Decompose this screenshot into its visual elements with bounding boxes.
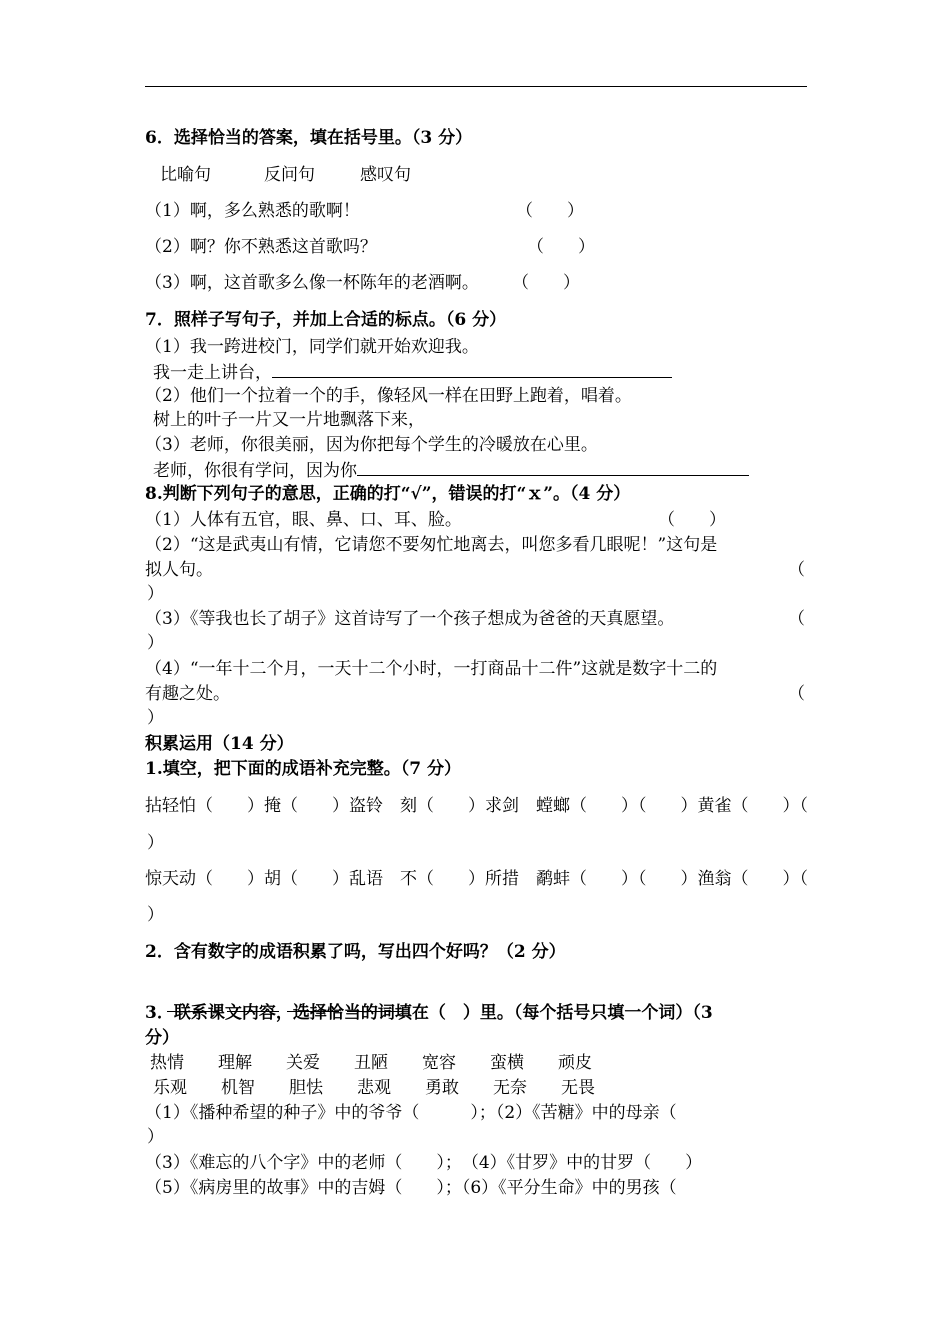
q7-prompt-1: 我一走上讲台， bbox=[153, 360, 672, 384]
q6-title: 6．选择恰当的答案，填在括号里。（3 分） bbox=[145, 128, 473, 148]
q7-title: 7．照样子写句子，并加上合适的标点。（6 分） bbox=[145, 310, 507, 330]
q8-item-4-cont: 有趣之处。 bbox=[145, 684, 230, 704]
section-title: 积累运用（14 分） bbox=[145, 734, 294, 754]
q3-line-2[interactable]: （3）《难忘的八个字》中的老师（ ）； （4）《甘罗》中的甘罗（ ） bbox=[145, 1153, 703, 1173]
q3-line-3[interactable]: （5）《病房里的故事》中的吉姆（ ）；（6）《平分生命》中的男孩（ bbox=[145, 1178, 677, 1198]
q8-answer-open-3[interactable]: （ bbox=[788, 609, 805, 629]
q8-item-3: （3）《等我也长了胡子》这首诗写了一个孩子想成为爸爸的天真愿望。 bbox=[145, 609, 675, 629]
q6-answer-paren-1[interactable]: （ ） bbox=[516, 201, 584, 221]
idiom-row-1[interactable]: 拈轻怕（ ）掩（ ）盗铃 刻（ ）求剑 螳螂（ ）（ ）黄雀（ ）（ bbox=[145, 796, 808, 816]
idiom-row-2-cont: ） bbox=[147, 905, 164, 925]
header-rule bbox=[145, 86, 807, 87]
q8-answer-paren-1[interactable]: （ ） bbox=[658, 510, 726, 530]
q3-line-1[interactable]: （1）《播种希望的种子》中的爷爷（ ）；（2）《苦糖》中的母亲（ bbox=[145, 1103, 677, 1123]
q8-item-1: （1）人体有五官，眼、鼻、口、耳、脸。 bbox=[145, 510, 462, 530]
q8-item-2: （2）“这是武夷山有情，它请您不要匆忙地离去，叫您多看几眼呢！”这句是 bbox=[145, 535, 718, 555]
q8-item-2-cont: 拟人句。 bbox=[145, 560, 213, 580]
q6-item-2: （2）啊？你不熟悉这首歌吗？ bbox=[145, 237, 377, 257]
q8-answer-close-4[interactable]: ） bbox=[147, 708, 164, 728]
section-q2-title: 2．含有数字的成语积累了吗，写出四个好吗？（2 分） bbox=[145, 942, 566, 962]
q7-answer-blank-1[interactable] bbox=[272, 360, 672, 378]
idiom-row-1-cont: ） bbox=[147, 833, 164, 853]
q8-answer-open-4[interactable]: （ bbox=[788, 684, 805, 704]
q8-answer-close-3[interactable]: ） bbox=[147, 633, 164, 653]
word-bank-row-1: 热情 理解 关爱 丑陋 宽容 蛮横 顽皮 bbox=[150, 1053, 592, 1073]
q8-answer-close-2[interactable]: ） bbox=[147, 584, 164, 604]
section-q3-title-cont: 分） bbox=[145, 1028, 179, 1048]
q7-example-2: （2）他们一个拉着一个的手，像轻风一样在田野上跑着，唱着。 bbox=[145, 386, 632, 406]
q8-answer-open-2[interactable]: （ bbox=[788, 560, 805, 580]
q7-answer-blank-3[interactable] bbox=[357, 458, 749, 476]
idiom-row-2[interactable]: 惊天动（ ）胡（ ）乱语 不（ ）所措 鹬蚌（ ）（ ）渔翁（ ）（ bbox=[145, 869, 808, 889]
q7-example-1: （1）我一跨进校门，同学们就开始欢迎我。 bbox=[145, 337, 479, 357]
q6-item-1: （1）啊，多么熟悉的歌啊！ bbox=[145, 201, 360, 221]
q6-option-1: 比喻句 bbox=[160, 165, 211, 185]
q3-line-1-cont: ） bbox=[147, 1127, 164, 1147]
q8-title: 8.判断下列句子的意思，正确的打“√”，错误的打“ｘ”。（4 分） bbox=[145, 484, 631, 504]
q7-example-3: （3）老师，你很美丽，因为你把每个学生的冷暖放在心里。 bbox=[145, 435, 598, 455]
q7-prompt-2: 树上的叶子一片又一片地飘落下来， bbox=[153, 410, 425, 430]
q6-option-3: 感叹句 bbox=[360, 165, 411, 185]
word-bank-row-2: 乐观 机智 胆怯 悲观 勇敢 无奈 无畏 bbox=[153, 1078, 595, 1098]
q8-item-4: （4）“一年十二个月，一天十二个小时，一打商品十二件”这就是数字十二的 bbox=[145, 659, 718, 679]
q6-option-2: 反问句 bbox=[264, 165, 315, 185]
section-q3-title: 3．联系课文内容，选择恰当的词填在（ ）里。（每个括号只填一个词）（3 bbox=[145, 1003, 713, 1023]
q6-answer-paren-2[interactable]: （ ） bbox=[527, 237, 595, 257]
q6-item-3: （3）啊，这首歌多么像一杯陈年的老酒啊。 bbox=[145, 273, 479, 293]
q6-answer-paren-3[interactable]: （ ） bbox=[512, 273, 580, 293]
section-q1-title: 1.填空，把下面的成语补充完整。（7 分） bbox=[145, 759, 461, 779]
q7-prompt-3: 老师，你很有学问，因为你 bbox=[153, 458, 749, 482]
